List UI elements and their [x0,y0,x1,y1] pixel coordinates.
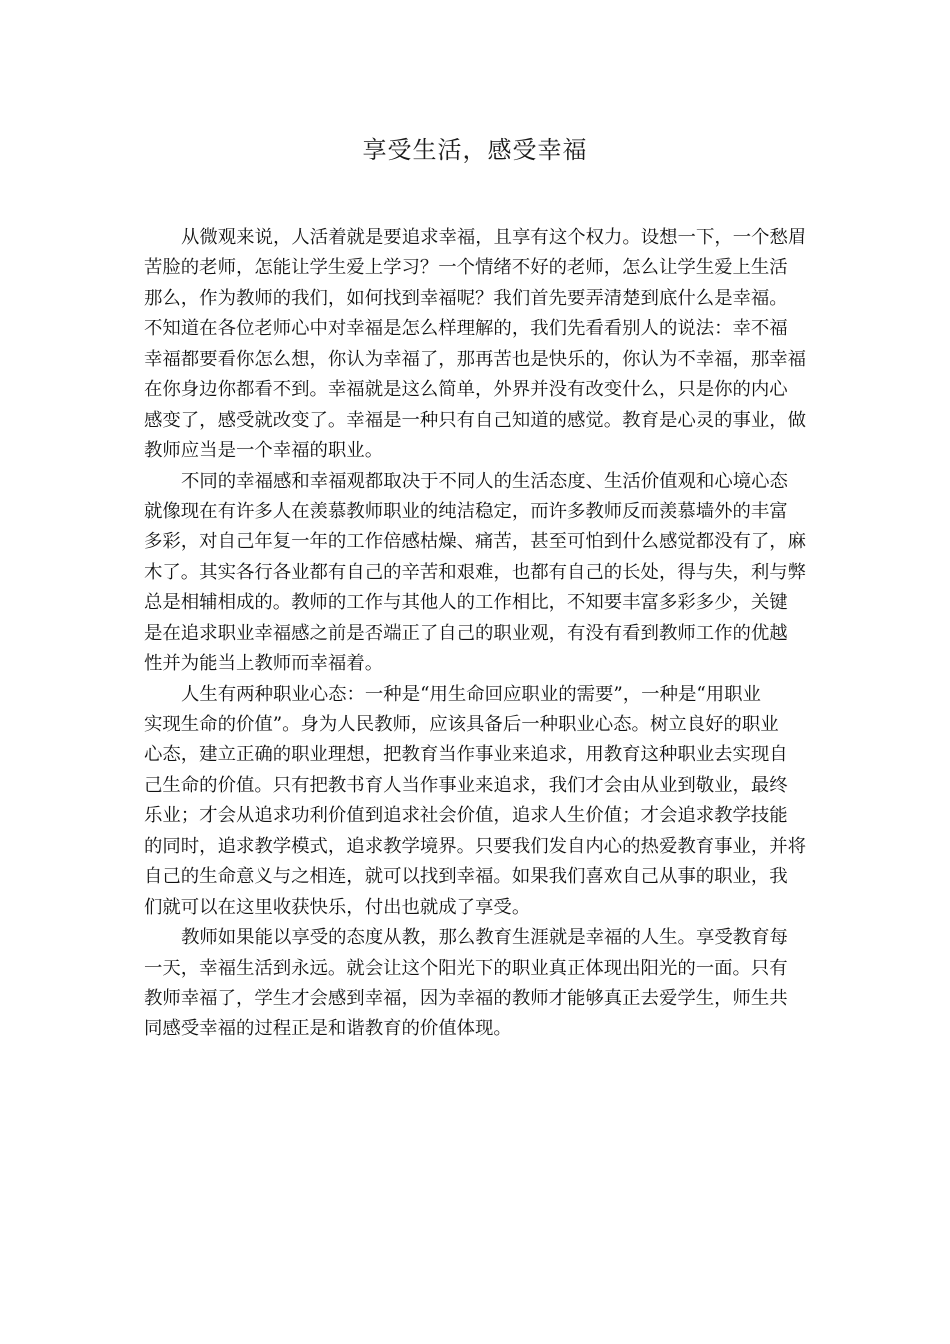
text-line: 不知道在各位老师心中对幸福是怎么样理解的，我们先看看别人的说法：幸不福 [144,318,788,340]
paragraph-4 [144,923,810,1045]
text-line: 己生命的价值。只有把教书育人当作事业来追求，我们才会由从业到敬业，最终 [144,774,788,796]
text-line: 幸福都要看你怎么想，你认为幸福了，那再苦也是快乐的，你认为不幸福，那幸福 [144,348,807,370]
text-line: 教师幸福了，学生才会感到幸福，因为幸福的教师才能够真正去爱学生，师生共 [144,987,788,1009]
text-line: 木了。其实各行各业都有自己的辛苦和艰难，也都有自己的长处，得与失，利与弊 [144,561,807,583]
text-line: 教师如果能以享受的态度从教，那么教育生涯就是幸福的人生。享受教育每 [181,927,788,949]
text-line: 的同时，追求教学模式，追求教学境界。只要我们发自内心的热爱教育事业，并将 [144,835,807,857]
text-line: 同感受幸福的过程正是和谐教育的价值体现。 [144,1018,512,1040]
text-line: 实现生命的价值”。身为人民教师，应该具备后一种职业心态。树立良好的职业 [144,714,779,735]
text-line: 是在追求职业幸福感之前是否端正了自己的职业观，有没有看到教师工作的优越 [144,622,788,644]
paragraph-2 [144,467,810,680]
text-line: 从微观来说，人活着就是要追求幸福，且享有这个权力。设想一下，一个愁眉 [181,227,807,248]
text-line: 总是相辅相成的。教师的工作与其他人的工作相比，不知要丰富多彩多少，关键 [144,592,788,614]
text-line: 性并为能当上教师而幸福着。 [144,653,384,675]
text-line: 感变了，感受就改变了。幸福是一种只有自己知道的感觉。教育是心灵的事业，做 [144,409,807,431]
text-line: 自己的生命意义与之相连，就可以找到幸福。如果我们喜欢自己从事的职业，我 [144,866,788,888]
document-title: 享受生活，感受幸福 [362,136,588,164]
text-line: 就像现在有许多人在羡慕教师职业的纯洁稳定，而许多教师反而羡慕墙外的丰富 [144,500,788,522]
text-line: 人生有两种职业心态：一种是“用生命回应职业的需要”，一种是“用职业 [181,683,761,705]
text-line: 乐业；才会从追求功利价值到追求社会价值，追求人生价值；才会追求教学技能 [144,805,788,827]
text-line: 们就可以在这里收获快乐，付出也就成了享受。 [144,896,531,918]
text-line: 在你身边你都看不到。幸福就是这么简单，外界并没有改变什么，只是你的内心 [144,379,788,401]
paragraph-1 [144,223,810,467]
text-line: 苦脸的老师，怎能让学生爱上学习？一个情绪不好的老师，怎么让学生爱上生活 [144,257,788,279]
text-line: 那么，作为教师的我们，如何找到幸福呢？我们首先要弄清楚到底什么是幸福。 [144,287,788,309]
text-line: 不同的幸福感和幸福观都取决于不同人的生活态度、生活价值观和心境心态 [181,470,788,492]
text-line: 教师应当是一个幸福的职业。 [144,440,384,462]
text-line: 一天，幸福生活到永远。就会让这个阳光下的职业真正体现出阳光的一面。只有 [144,957,788,979]
text-line: 心态，建立正确的职业理想，把教育当作事业来追求，用教育这种职业去实现自 [144,744,788,766]
paragraph-3 [144,680,810,924]
text-line: 多彩，对自己年复一年的工作倍感枯燥、痛苦，甚至可怕到什么感觉都没有了，麻 [144,531,807,553]
document-body [144,223,810,1045]
